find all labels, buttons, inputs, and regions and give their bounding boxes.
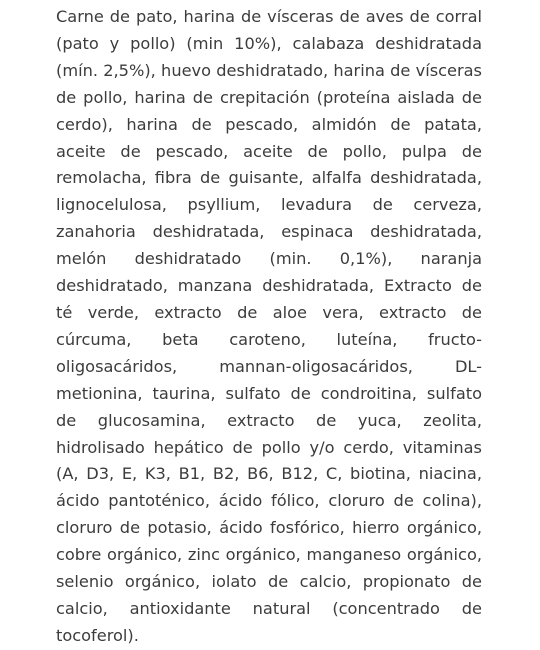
ingredients-paragraph: Carne de pato, harina de vísceras de aves de corral (pato y pollo) (min 10%), calabaza deshidratada (mín. 2,5%), huevo deshidratado, harina de vísceras de pollo, harina de crepitación (proteína aislada de cerdo), harina de pescado, almidón de patata, aceite de pescado, aceite de pollo, pulpa de remolacha, fibra de guisante, alfalfa deshidratada, lignocelulosa, psyllium, levadura de cerveza, zanahoria deshidratada, espinaca deshidratada, melón deshidratado (min. 0,1%), naranja deshidratado, manzana deshidratada, Extracto de té verde, extracto de aloe vera, extracto de cúrcuma, beta caroteno, luteína, fructo-oligosacáridos, mannan-oligosacáridos, DL-metionina, taurina, sulfato de condroitina, sulfato de glucosamina, extracto de yuca, zeolita, hidrolisado hepático de pollo y/o cerdo, vitaminas (A, D3, E, K3, B1, B2, B6, B12, C, biotina, niacina, ácido pantoténico, ácido fólico, cloruro de colina), cloruro de potasio, ácido fosfórico, hierro orgánico, cobre orgánico, zinc orgánico, manganeso orgánico, selenio orgánico, iolato de calcio, propionato de calcio, antioxidante natural (concentrado de tocoferol).: [56, 7, 482, 645]
